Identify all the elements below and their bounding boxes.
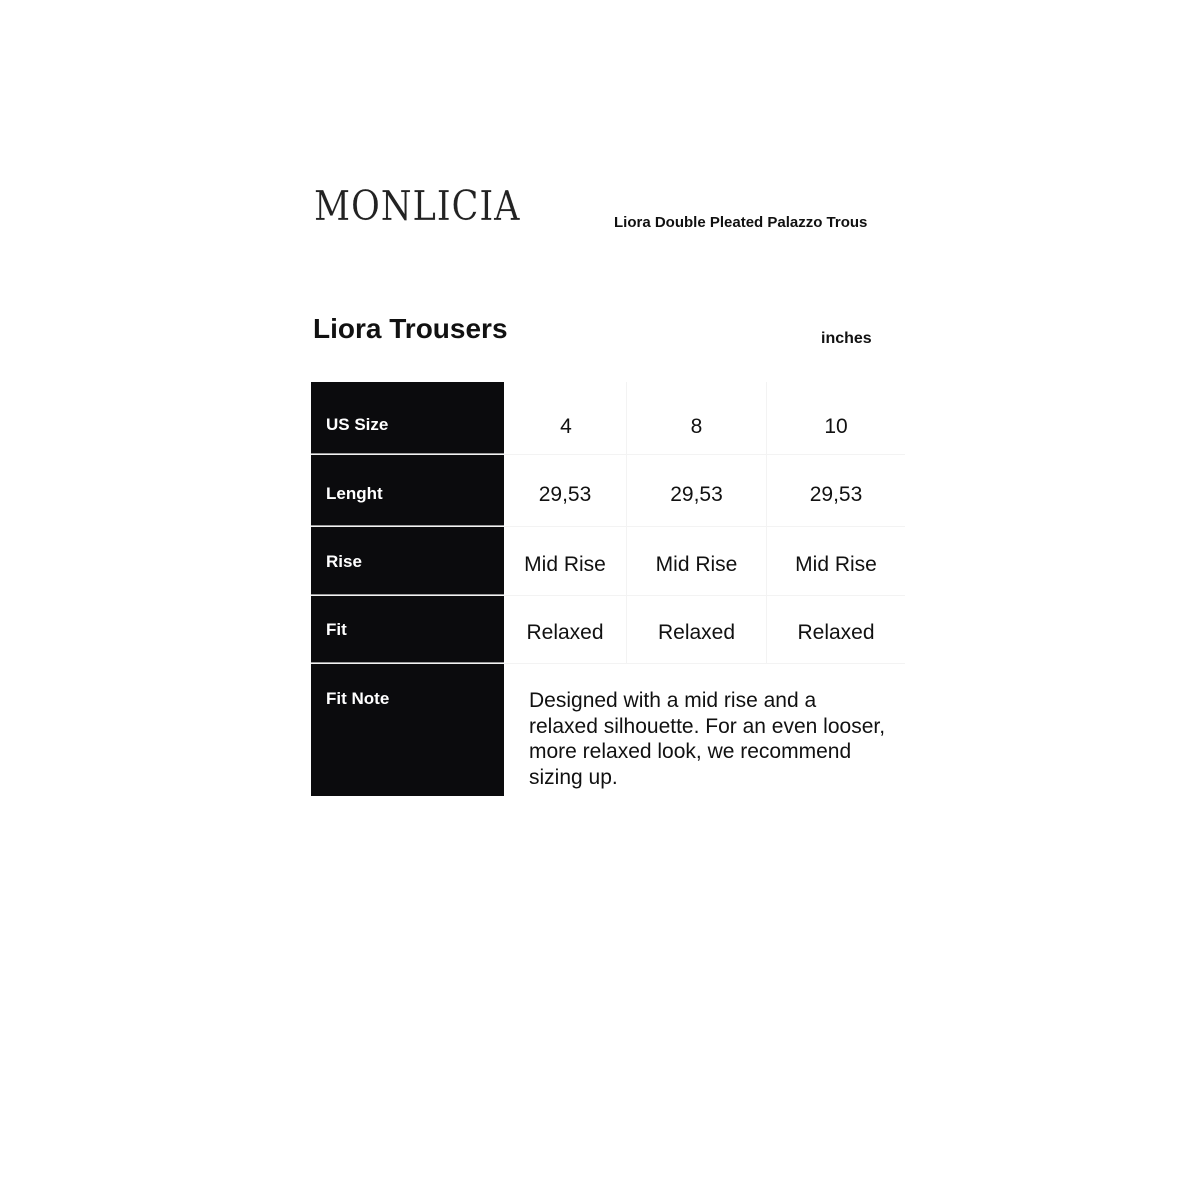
cell-rise-2: Mid Rise <box>627 527 767 595</box>
fit-note-text: Designed with a mid rise and a relaxed silhouette. For an even looser, more relaxed look, we recommend sizing up. <box>529 689 886 789</box>
table-row-length <box>311 455 905 527</box>
cell-size-2: 8 <box>627 382 767 454</box>
table-row-fit <box>311 596 905 664</box>
cell-fit-3: Relaxed <box>797 621 875 644</box>
row-header-rise: Rise <box>311 527 504 595</box>
table-row-fit-note <box>311 664 905 796</box>
cell-fit-1: Relaxed <box>504 596 627 663</box>
row-header-fit-note: Fit Note <box>311 664 504 796</box>
row-header-length: Lenght <box>311 455 504 526</box>
page-title: Liora Trousers <box>313 313 508 344</box>
product-name: Liora Double Pleated Palazzo Trous <box>614 214 868 231</box>
cell-length-2: 29,53 <box>627 455 767 526</box>
cell-size-1: 4 <box>504 382 627 454</box>
cell-rise-1: Mid Rise <box>504 527 627 595</box>
table-row-us-size <box>311 382 905 455</box>
cell-length-1: 29,53 <box>504 455 627 526</box>
brand-logo: MONLICIA <box>314 182 521 230</box>
size-chart-table <box>311 382 905 796</box>
cell-size-3: 10 <box>824 415 848 438</box>
cell-fit-2: Relaxed <box>627 596 767 663</box>
cell-length-3: 29,53 <box>809 483 863 506</box>
row-header-fit: Fit <box>311 596 504 663</box>
row-header-us-size: US Size <box>311 382 504 454</box>
unit-label: inches <box>821 330 872 347</box>
cell-rise-3: Mid Rise <box>795 553 877 576</box>
table-row-rise <box>311 527 905 596</box>
